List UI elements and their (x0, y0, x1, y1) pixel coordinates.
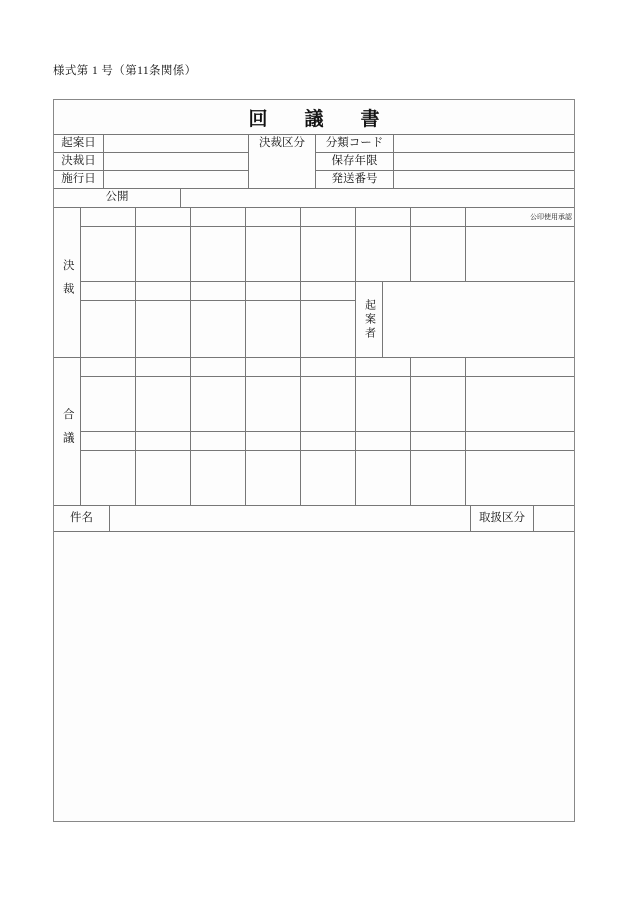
gogi-cell[interactable] (411, 432, 466, 451)
field-label-hasso-bango: 発送番号 (316, 171, 394, 189)
field-value-kessai-date[interactable] (104, 153, 249, 171)
gogi-cell[interactable] (136, 432, 191, 451)
kessai-cell[interactable] (136, 227, 191, 282)
gogi-cell[interactable] (466, 451, 574, 506)
gogi-cell[interactable] (356, 451, 411, 506)
field-label-shiko-date: 施行日 (54, 171, 104, 189)
kessai-cell[interactable] (136, 208, 191, 227)
gogi-cell[interactable] (246, 377, 301, 432)
kessai-cell[interactable] (246, 301, 301, 358)
gogi-cell[interactable] (191, 432, 246, 451)
field-value-bunrui-code[interactable] (394, 135, 574, 153)
seal-approval-value[interactable] (466, 227, 574, 282)
field-value-hozon-nengen[interactable] (394, 153, 574, 171)
gogi-cell[interactable] (136, 377, 191, 432)
gogi-cell[interactable] (246, 451, 301, 506)
field-value-kokai[interactable] (181, 189, 574, 208)
title-band (54, 100, 574, 135)
kaigisho-form (53, 99, 575, 822)
gogi-cell[interactable] (81, 432, 136, 451)
gogi-cell[interactable] (411, 377, 466, 432)
handling-label: 取扱区分 (471, 506, 534, 532)
kessai-cell[interactable] (301, 282, 356, 301)
kessai-cell[interactable] (81, 227, 136, 282)
subject-label: 件名 (54, 506, 110, 532)
kessai-cell[interactable] (191, 301, 246, 358)
kessai-cell[interactable] (136, 301, 191, 358)
kessai-cell[interactable] (301, 301, 356, 358)
gogi-cell[interactable] (356, 432, 411, 451)
gogi-cell[interactable] (411, 451, 466, 506)
field-label-kessai-kubun: 決裁区分 (249, 135, 316, 153)
field-value-kessai-kubun-bottom[interactable] (249, 171, 316, 189)
field-label-kokai: 公開 (54, 189, 181, 208)
field-value-hasso-bango[interactable] (394, 171, 574, 189)
field-label-bunrui-code: 分類コード (316, 135, 394, 153)
gogi-cell[interactable] (246, 432, 301, 451)
gogi-cell[interactable] (136, 358, 191, 377)
body-content-area[interactable] (54, 532, 574, 821)
kessai-cell[interactable] (411, 208, 466, 227)
drafter-label-text: 起案者 (363, 298, 376, 341)
kessai-cell[interactable] (356, 227, 411, 282)
drafter-label (356, 282, 383, 358)
kessai-cell[interactable] (81, 282, 136, 301)
field-value-kian-date[interactable] (104, 135, 249, 153)
kessai-cell[interactable] (136, 282, 191, 301)
gogi-cell[interactable] (81, 358, 136, 377)
gogi-cell[interactable] (466, 432, 574, 451)
gogi-cell[interactable] (301, 451, 356, 506)
kessai-cell[interactable] (191, 282, 246, 301)
field-value-shiko-date[interactable] (104, 171, 249, 189)
form-number-label: 様式第 1 号（第11条関係） (53, 65, 197, 77)
kessai-cell[interactable] (191, 208, 246, 227)
page-title: 回 議 書 (248, 108, 389, 130)
kessai-cell[interactable] (81, 208, 136, 227)
gogi-cell[interactable] (301, 377, 356, 432)
kessai-cell[interactable] (246, 208, 301, 227)
gogi-cell[interactable] (81, 377, 136, 432)
field-label-hozon-nengen: 保存年限 (316, 153, 394, 171)
gogi-cell[interactable] (191, 358, 246, 377)
gogi-cell[interactable] (301, 432, 356, 451)
gogi-cell[interactable] (301, 358, 356, 377)
field-label-kessai-date: 決裁日 (54, 153, 104, 171)
section-label-gogi (54, 358, 81, 506)
gogi-cell[interactable] (466, 377, 574, 432)
gogi-cell[interactable] (411, 358, 466, 377)
kessai-cell[interactable] (356, 208, 411, 227)
seal-approval-text: 公印使用承認 (530, 212, 572, 221)
kessai-cell[interactable] (246, 227, 301, 282)
kessai-cell[interactable] (81, 301, 136, 358)
gogi-cell[interactable] (356, 358, 411, 377)
field-label-kian-date: 起案日 (54, 135, 104, 153)
kessai-cell[interactable] (246, 282, 301, 301)
drafter-value[interactable] (383, 282, 574, 358)
gogi-cell[interactable] (356, 377, 411, 432)
subject-value[interactable] (110, 506, 471, 532)
gogi-cell[interactable] (136, 451, 191, 506)
gogi-cell[interactable] (191, 451, 246, 506)
kessai-cell[interactable] (191, 227, 246, 282)
field-value-kessai-kubun[interactable] (249, 153, 316, 171)
gogi-cell[interactable] (466, 358, 574, 377)
kessai-cell[interactable] (301, 227, 356, 282)
gogi-cell[interactable] (246, 358, 301, 377)
handling-value[interactable] (534, 506, 574, 532)
kessai-cell[interactable] (301, 208, 356, 227)
gogi-cell[interactable] (191, 377, 246, 432)
section-label-kessai-text: 決裁 (61, 259, 74, 306)
kessai-cell[interactable] (411, 227, 466, 282)
gogi-cell[interactable] (81, 451, 136, 506)
section-label-gogi-text: 合議 (61, 408, 74, 455)
section-label-kessai (54, 208, 81, 358)
seal-approval-label (466, 208, 574, 227)
